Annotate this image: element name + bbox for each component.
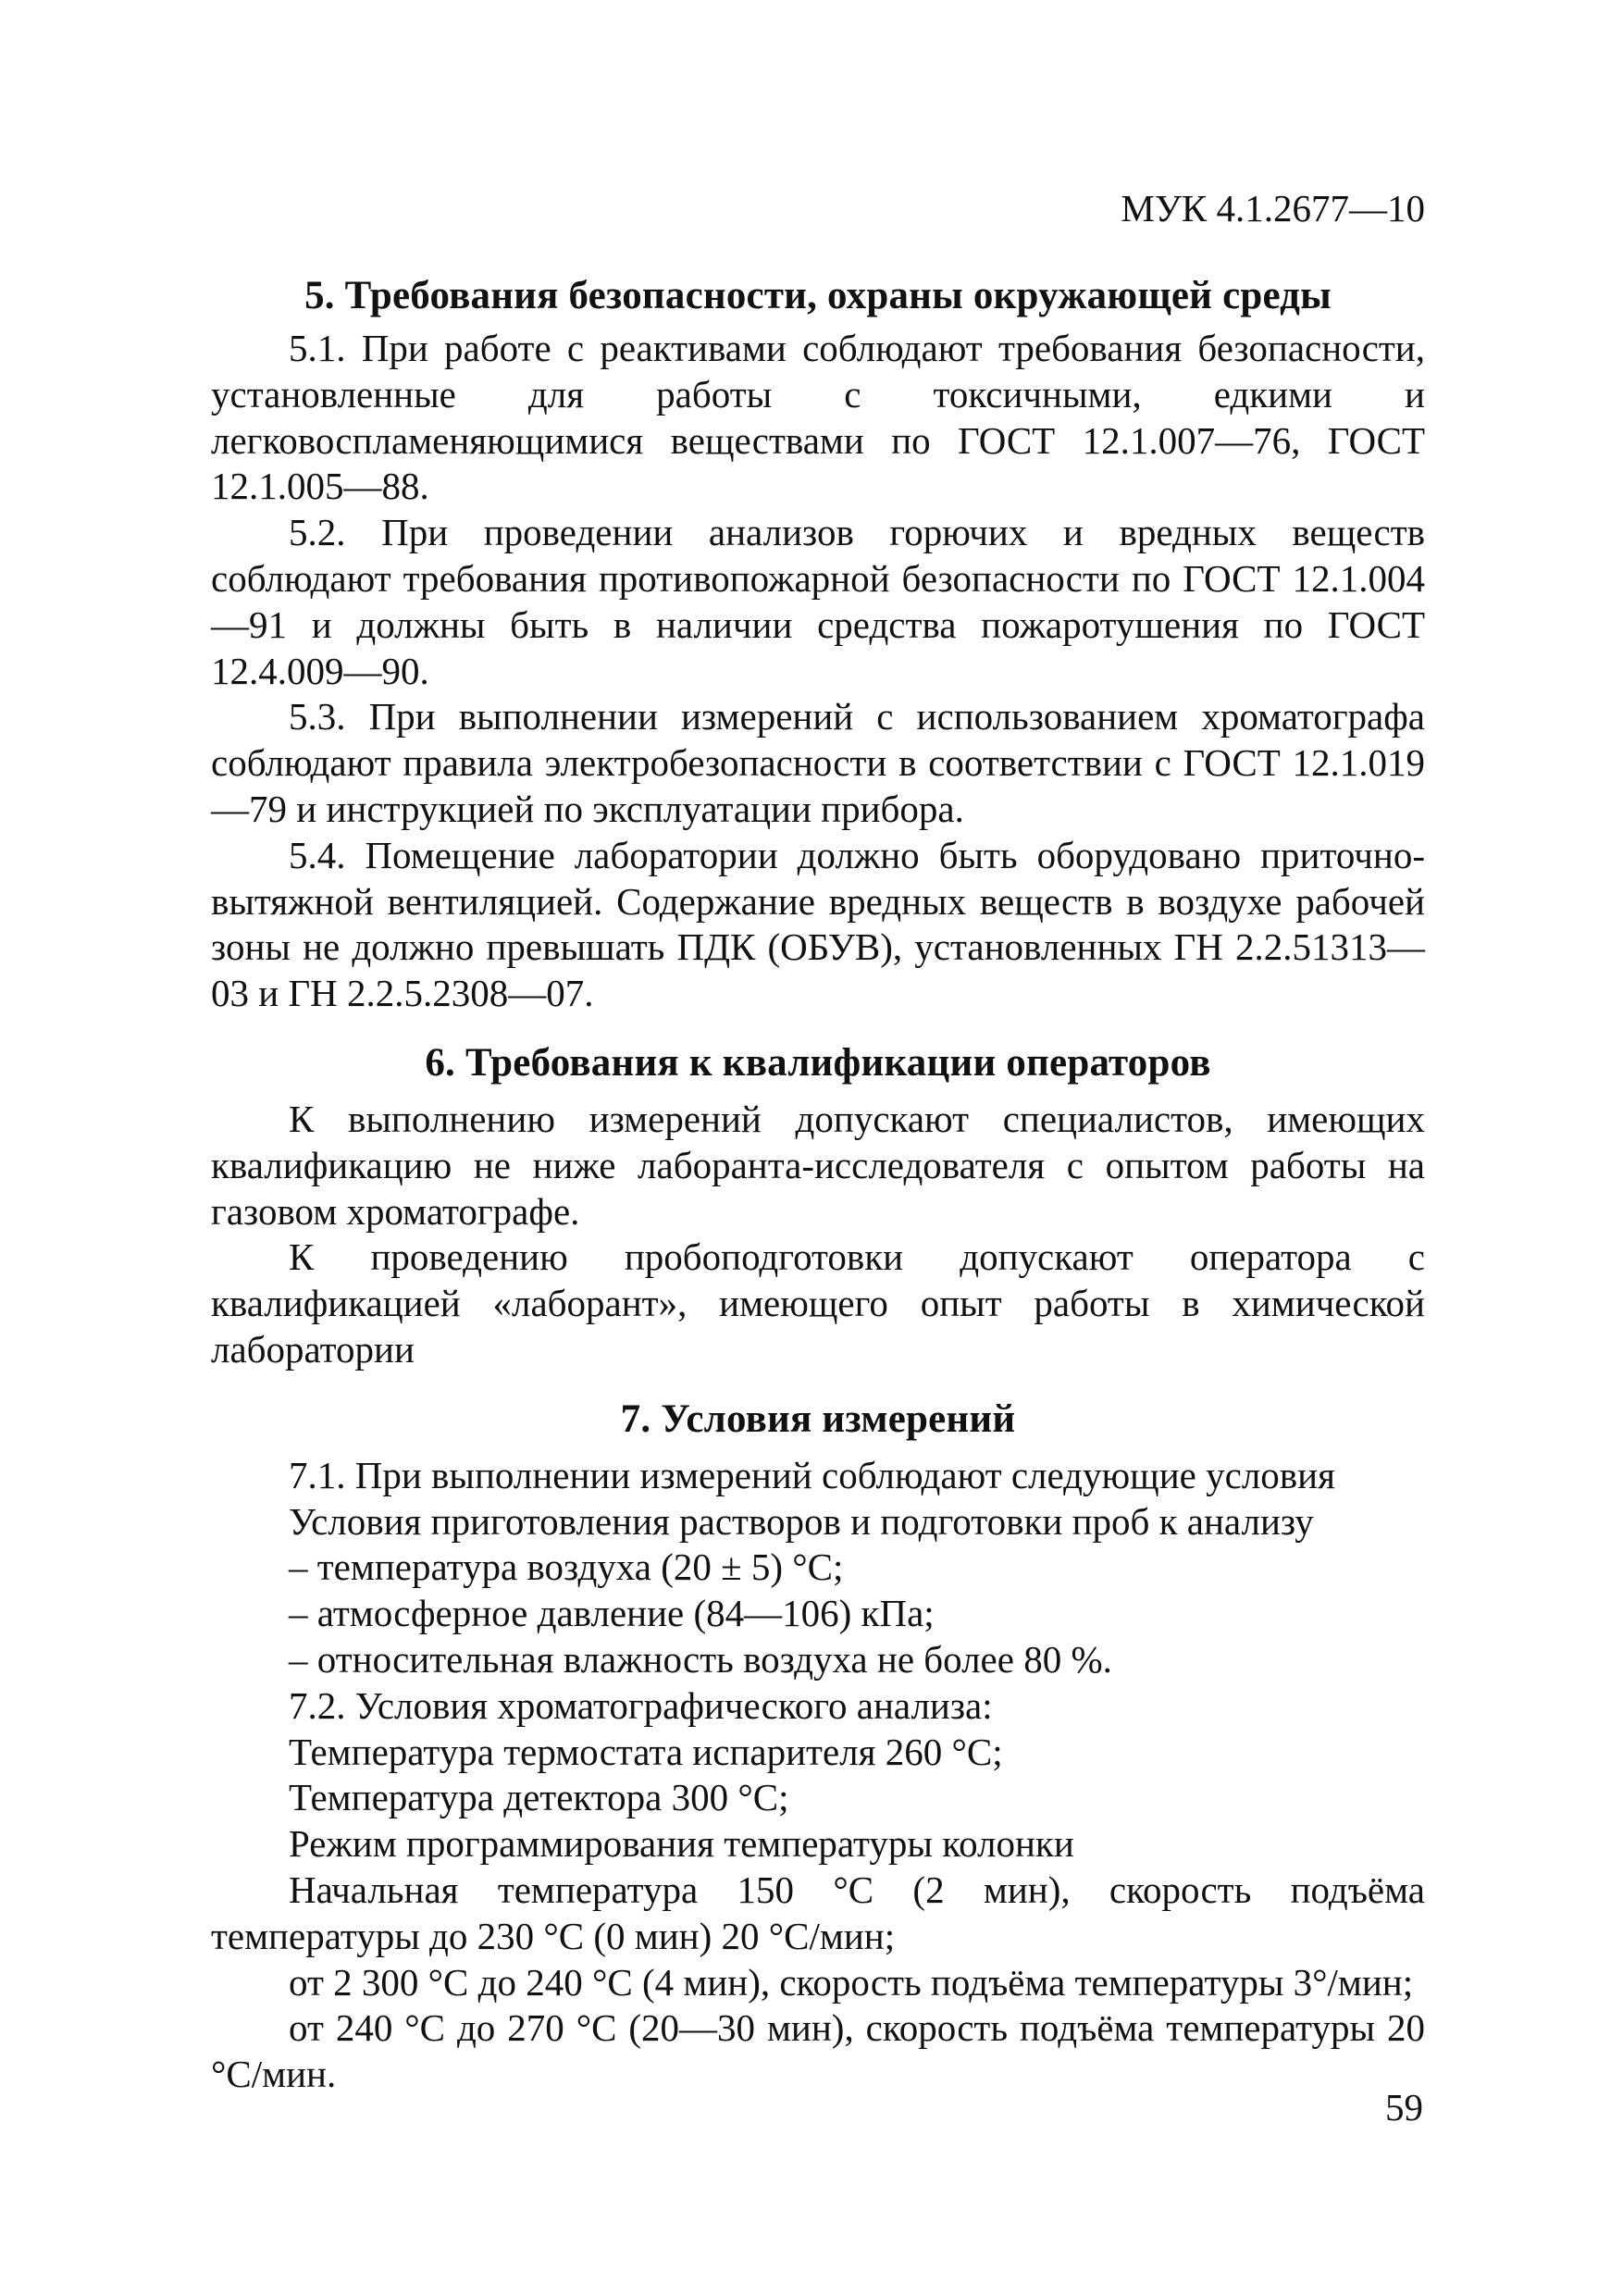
paragraph-ramp-3: от 240 °С до 270 °С (20—30 мин), скорость подъёма температуры 20 °С/мин. <box>211 2006 1425 2096</box>
paragraph-5-4: 5.4. Помещение лаборатории должно быть оборудовано приточно-вытяжной вентиляцией. Содержание вредных веществ в воздухе рабочей зоны не должно превышать ПДК (ОБУВ), установленных ГН 2.2.51313—03 и ГН 2.2.5.2308—07. <box>211 833 1425 1015</box>
paragraph-6-1: К выполнению измерений допускают специалистов, имеющих квалификацию не ниже лаборанта-исследователя с опытом работы на газовом хроматографе. <box>211 1097 1425 1233</box>
line-7-1: 7.1. При выполнении измерений соблюдают следующие условия <box>289 1453 1335 1496</box>
line-pressure: – атмосферное давление (84—106) кПа; <box>289 1592 935 1635</box>
paragraph-ramp-2: от 2 300 °С до 240 °С (4 мин), скорость подъёма температуры 3°/мин; <box>289 1960 1414 2004</box>
line-conditions-heading: Условия приготовления растворов и подготовки проб к анализу <box>289 1499 1314 1543</box>
section-5-title: 5. Требования безопасности, охраны окружающей среды <box>304 274 1332 317</box>
paragraph-5-1: 5.1. При работе с реактивами соблюдают требования безопасности, установленные для работы с токсичными, едкими и легковоспламеняющимися веществами по ГОСТ 12.1.007—76, ГОСТ 12.1.005—88. <box>211 327 1425 508</box>
line-humidity: – относительная влажность воздуха не более 80 %. <box>289 1637 1112 1681</box>
paragraph-6-2: К проведению пробоподготовки допускают оператора с квалификацией «лаборант», имеющего опыт работы в химической лаборатории <box>211 1235 1425 1371</box>
line-evaporator-temperature: Температура термостата испарителя 260 °С; <box>289 1730 1003 1773</box>
document-code-header: МУК 4.1.2677—10 <box>1121 187 1425 230</box>
section-7-title: 7. Условия измерений <box>620 1396 1016 1441</box>
paragraph-initial-temperature: Начальная температура 150 °С (2 мин), скорость подъёма температуры до 230 °С (0 мин) 20 °С/мин; <box>211 1868 1425 1957</box>
page-number: 59 <box>1385 2086 1423 2128</box>
paragraph-5-3: 5.3. При выполнении измерений с использованием хроматографа соблюдают правила электробезопасности в соответствии с ГОСТ 12.1.019—79 и инструкцией по эксплуатации прибора. <box>211 695 1425 830</box>
line-air-temperature: – температура воздуха (20 ± 5) °С; <box>289 1545 844 1589</box>
line-detector-temperature: Температура детектора 300 °С; <box>289 1776 789 1819</box>
document-body <box>211 268 1425 2098</box>
paragraph-5-2: 5.2. При проведении анализов горючих и вредных веществ соблюдают требования противопожарной безопасности по ГОСТ 12.1.004—91 и должны быть в наличии средства пожаротушения по ГОСТ 12.4.009—90. <box>211 511 1425 692</box>
section-6-title: 6. Требования к квалификации операторов <box>425 1040 1211 1085</box>
line-column-program-mode: Режим программирования температуры колонки <box>289 1822 1074 1866</box>
line-7-2: 7.2. Условия хроматографического анализа: <box>289 1683 993 1727</box>
